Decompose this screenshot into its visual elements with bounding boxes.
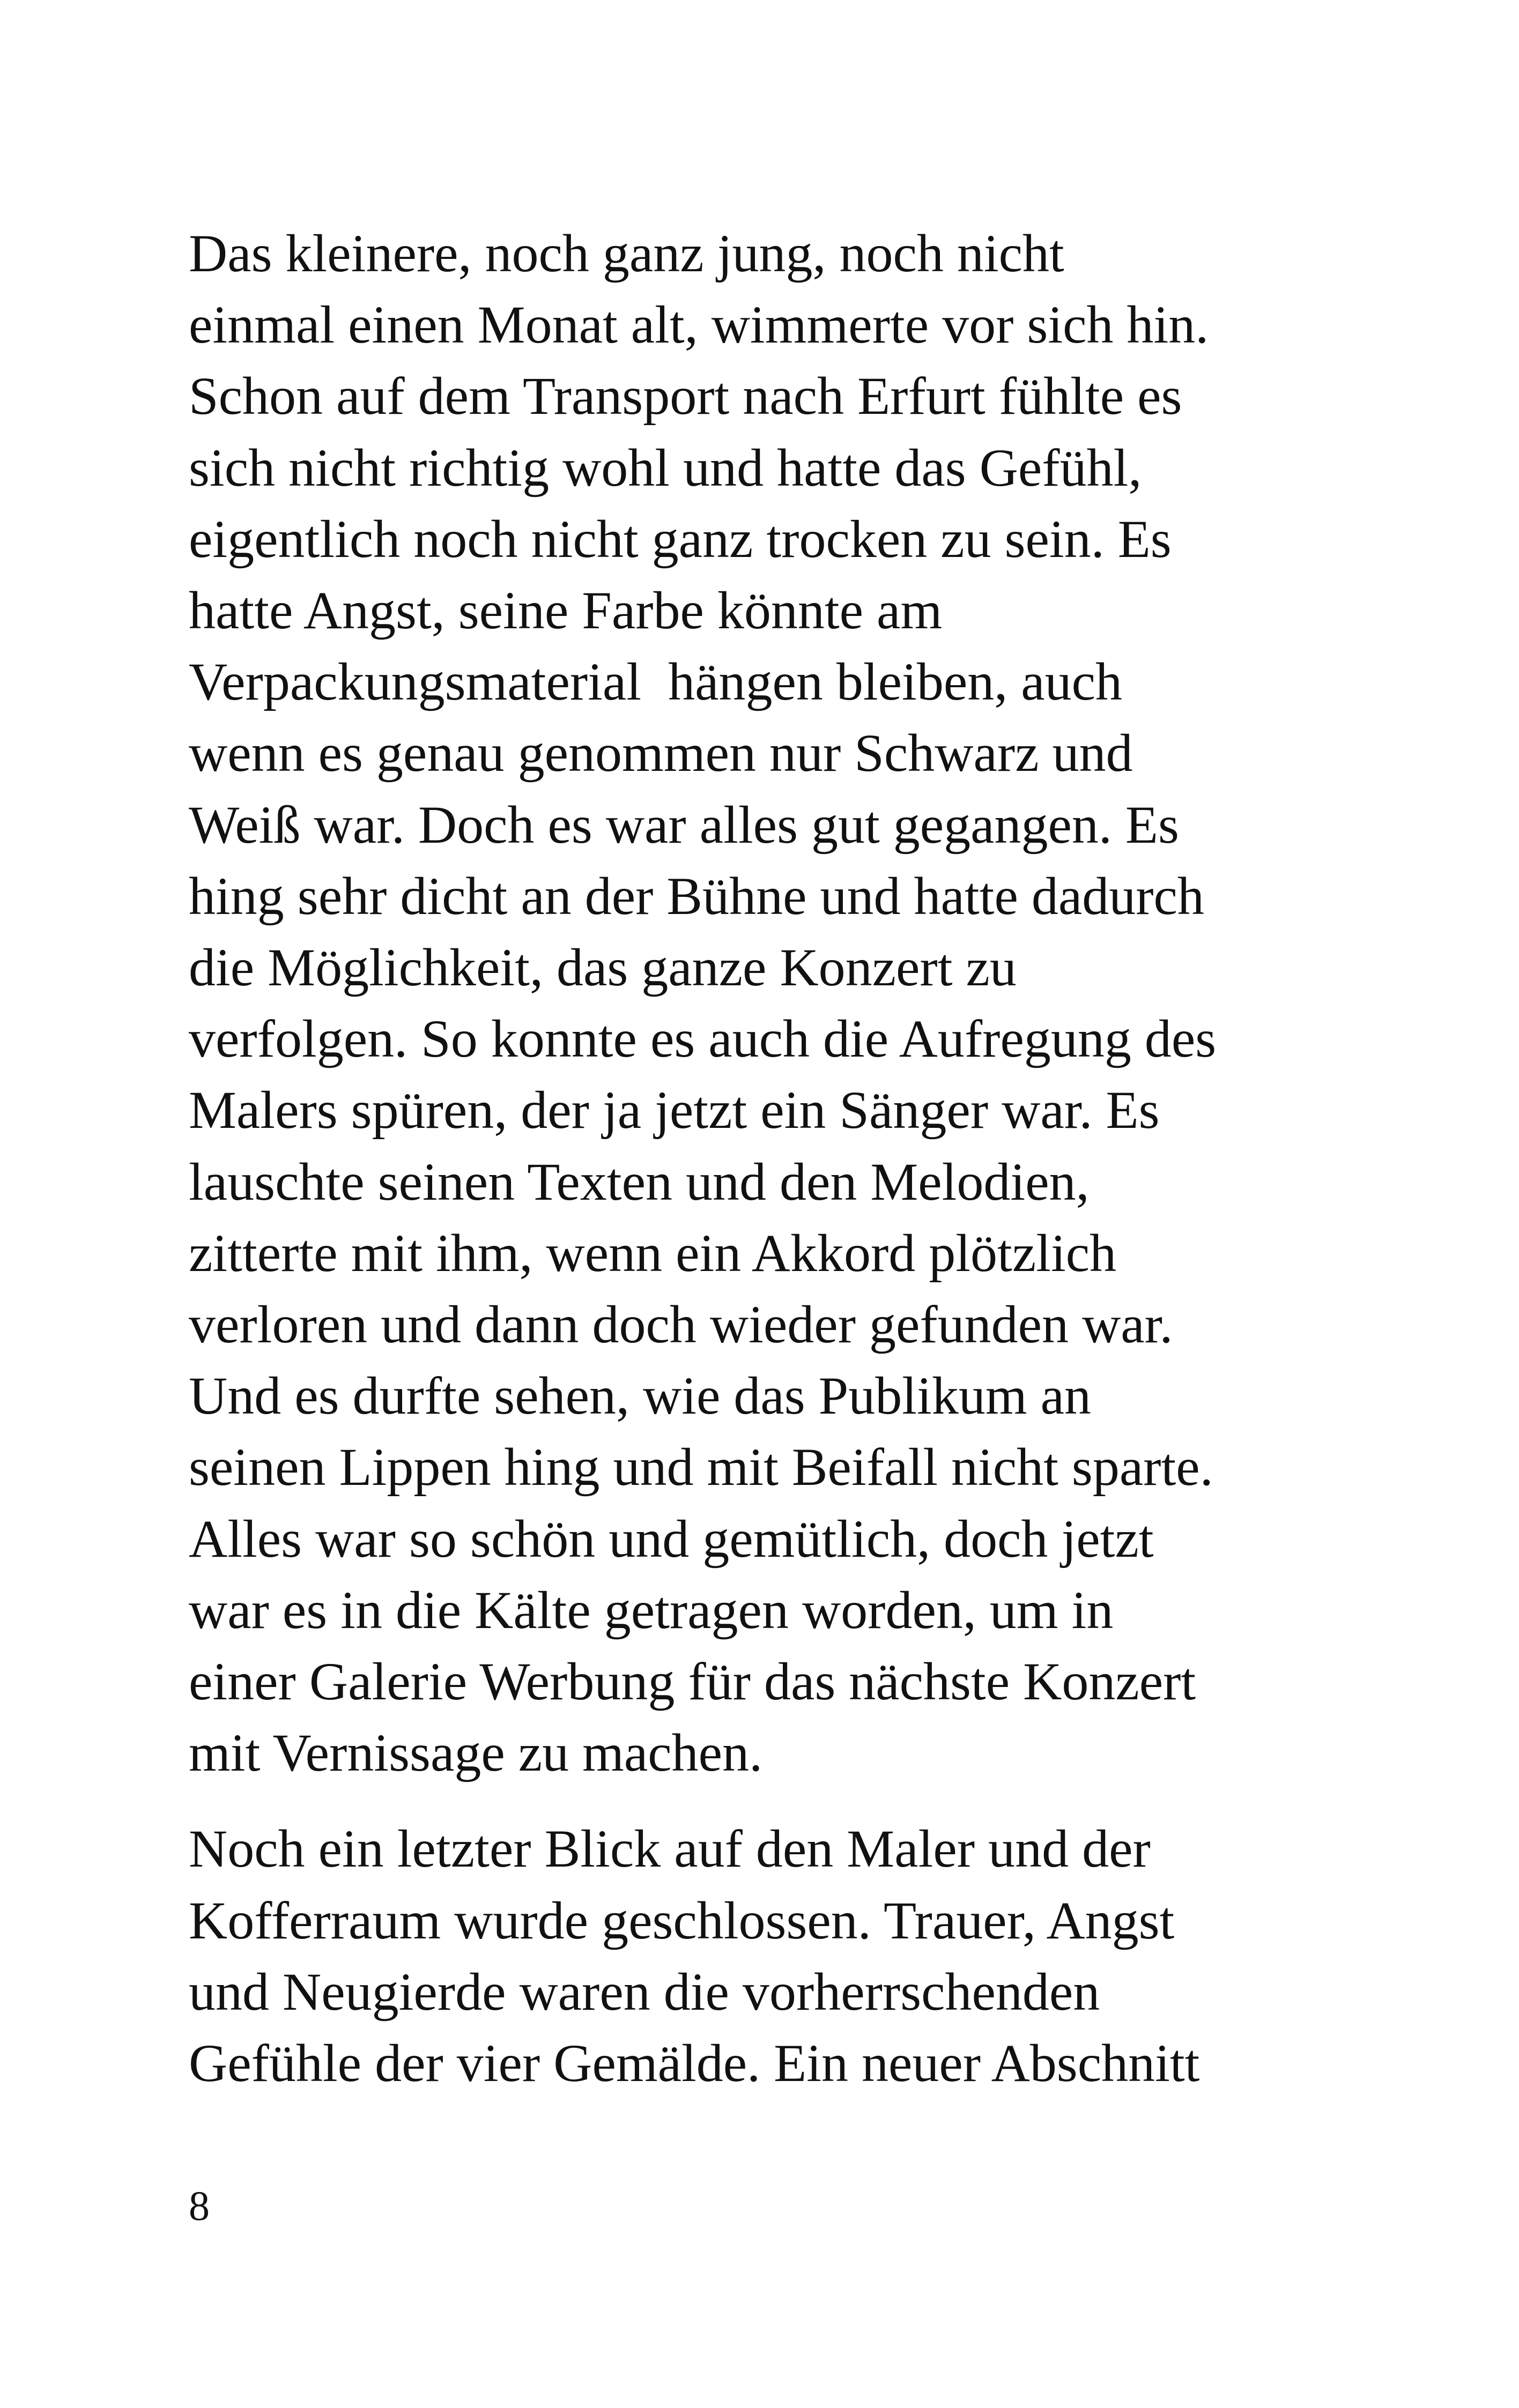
text-line: Verpackungsmaterial hängen bleiben, auch xyxy=(189,652,1122,712)
body-text xyxy=(189,218,1342,2099)
text-line: verfolgen. So konnte es auch die Aufregung des xyxy=(189,1009,1217,1069)
text-line: eigentlich noch nicht ganz trocken zu sein. Es xyxy=(189,509,1172,569)
page-number: 8 xyxy=(189,2182,210,2229)
text-line: die Möglichkeit, das ganze Konzert zu xyxy=(189,938,1017,998)
text-line: sich nicht richtig wohl und hatte das Gefühl, xyxy=(189,437,1142,497)
text-line: Und es durfte sehen, wie das Publikum an xyxy=(189,1366,1092,1426)
text-line: und Neugierde waren die vorherrschenden xyxy=(189,1961,1100,2021)
text-line: einer Galerie Werbung für das nächste Konzert xyxy=(189,1652,1196,1712)
text-line: verloren und dann doch wieder gefunden war. xyxy=(189,1295,1173,1355)
text-line: Alles war so schön und gemütlich, doch jetzt xyxy=(189,1508,1154,1569)
text-line: Kofferraum wurde geschlossen. Trauer, Angst xyxy=(189,1890,1175,1950)
text-line: hatte Angst, seine Farbe könnte am xyxy=(189,581,943,641)
text-line: seinen Lippen hing und mit Beifall nicht sparte. xyxy=(189,1437,1213,1497)
text-line: Gefühle der vier Gemälde. Ein neuer Abschnitt xyxy=(189,2033,1200,2093)
text-line: Malers spüren, der ja jetzt ein Sänger war. Es xyxy=(189,1080,1160,1140)
text-line: hing sehr dicht an der Bühne und hatte dadurch xyxy=(189,866,1204,926)
text-line: einmal einen Monat alt, wimmerte vor sich hin. xyxy=(189,295,1209,355)
text-line: Schon auf dem Transport nach Erfurt fühlte es xyxy=(189,366,1182,426)
paragraph-2 xyxy=(189,1813,1342,2099)
text-line: Weiß war. Doch es war alles gut gegangen. Es xyxy=(189,794,1179,854)
text-line: Noch ein letzter Blick auf den Maler und der xyxy=(189,1819,1151,1879)
text-line: war es in die Kälte getragen worden, um in xyxy=(189,1580,1114,1640)
text-line: mit Vernissage zu machen. xyxy=(189,1723,763,1783)
paragraph-1 xyxy=(189,218,1342,1788)
text-line: zitterte mit ihm, wenn ein Akkord plötzlich xyxy=(189,1223,1117,1283)
text-line: Das kleinere, noch ganz jung, noch nicht xyxy=(189,224,1064,283)
text-line: wenn es genau genommen nur Schwarz und xyxy=(189,723,1133,783)
text-line: lauschte seinen Texten und den Melodien, xyxy=(189,1151,1090,1212)
